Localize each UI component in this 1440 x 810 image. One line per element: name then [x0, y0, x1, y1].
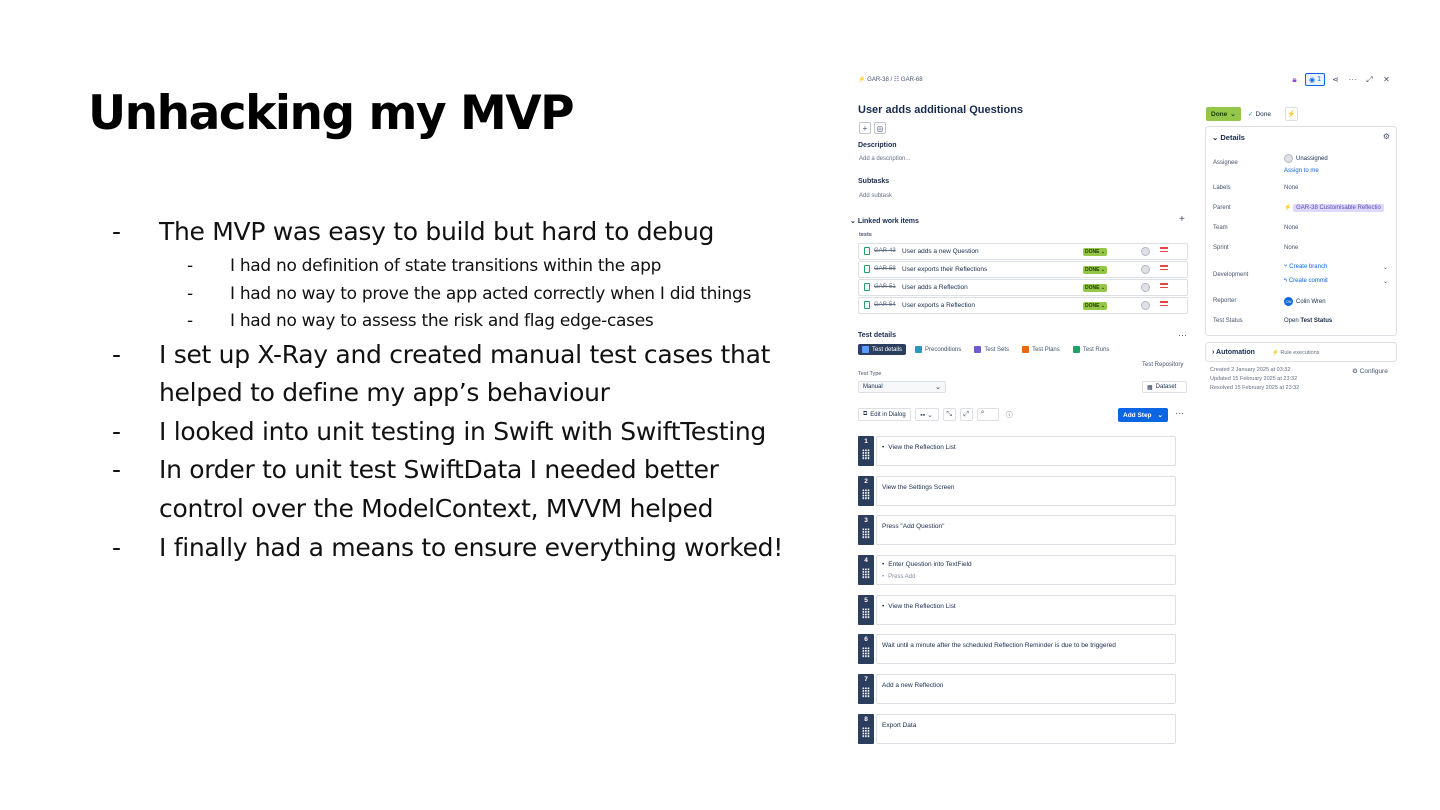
breadcrumb-separator: /: [890, 77, 893, 83]
bullet-dash: -: [112, 533, 122, 562]
team-label: Team: [1213, 225, 1228, 231]
automation-label: Automation: [1216, 349, 1255, 356]
status-badge[interactable]: DONE ⌄: [1085, 267, 1106, 273]
assignee-label: Assignee: [1213, 160, 1238, 166]
story-icon: [864, 283, 870, 291]
dataset-button[interactable]: [1142, 381, 1187, 393]
configure-label: Configure: [1359, 368, 1388, 375]
expand-icon[interactable]: ⤢: [960, 408, 973, 421]
reporter-label: Reporter: [1213, 298, 1237, 304]
bullet-text: helped to define my app’s behaviour: [159, 378, 610, 407]
avatar: [1141, 247, 1150, 256]
add-icon[interactable]: +: [859, 122, 871, 134]
gear-icon[interactable]: ⚙: [1382, 132, 1390, 141]
status-label: Done: [1211, 110, 1228, 118]
test-step[interactable]: [858, 595, 1176, 625]
slide-title: Unhacking my MVP: [88, 86, 574, 141]
test-step[interactable]: [858, 436, 1176, 466]
resolution: [1248, 110, 1271, 118]
preconditions-icon: [915, 346, 922, 353]
bullet-dash: -: [112, 417, 122, 446]
test-step[interactable]: [858, 515, 1176, 545]
drag-handle-icon[interactable]: [862, 647, 870, 658]
tab-test-runs[interactable]: [1069, 344, 1114, 355]
create-branch-label: Create branch: [1289, 264, 1328, 270]
status-text: DONE: [1085, 267, 1100, 273]
linked-item-summary[interactable]: User exports a Reflection: [902, 302, 975, 309]
breadcrumb: [858, 76, 923, 83]
tab-test-plans[interactable]: [1018, 344, 1064, 355]
updated-date: Updated 15 February 2025 at 23:32: [1210, 376, 1298, 382]
assignee-value[interactable]: [1284, 154, 1328, 163]
bullet-dash: -: [187, 284, 194, 304]
parent-value[interactable]: [1284, 204, 1384, 211]
issue-top-actions: [1288, 73, 1393, 86]
linked-item-key[interactable]: GAR-43: [874, 248, 896, 254]
details-label: Details: [1220, 133, 1245, 142]
chevron-down-icon[interactable]: ⌄: [1382, 265, 1388, 271]
apps-icon[interactable]: ◎: [874, 122, 886, 134]
rule-executions-label: Rule executions: [1280, 350, 1320, 356]
test-status-value[interactable]: [1284, 318, 1332, 324]
gear-icon: ⚙: [1352, 368, 1360, 375]
dataset-label: Dataset: [1155, 384, 1177, 390]
breadcrumb-parent[interactable]: GAR-38: [867, 77, 889, 83]
step-number: 5: [858, 595, 874, 625]
rule-executions: [1272, 350, 1320, 356]
watch-button[interactable]: [1305, 73, 1325, 86]
status-dropdown[interactable]: [1206, 107, 1241, 121]
collapse-icon[interactable]: ⤡: [943, 408, 956, 421]
step-action: • Enter Question into TextField: [882, 561, 972, 568]
step-number: 6: [858, 634, 874, 664]
bullet-dash: -: [187, 311, 194, 331]
development-label: Development: [1213, 272, 1249, 278]
reporter-name: Colin Wren: [1296, 299, 1326, 306]
resolved-date: Resolved 15 February 2025 at 23:32: [1210, 385, 1300, 391]
status-text: DONE: [1085, 249, 1100, 255]
epic-icon: ⚡: [858, 77, 866, 83]
table-icon: ▦: [1147, 384, 1153, 391]
linked-items-heading[interactable]: [850, 217, 919, 225]
step-action: Export Data: [882, 722, 917, 729]
created-date: Created 2 January 2025 at 03:32: [1210, 367, 1291, 373]
bolt-icon: ⚡: [1272, 350, 1281, 356]
step-action: • View the Reflection List: [882, 444, 956, 451]
more-icon[interactable]: ···: [1175, 408, 1184, 418]
subtasks-heading: Subtasks: [858, 178, 890, 185]
avatar: [1141, 265, 1150, 274]
linked-item-row[interactable]: [858, 243, 1188, 260]
step-sub-action: • Press Add: [882, 574, 915, 580]
test-details-icon: [862, 346, 869, 353]
drag-handle-icon[interactable]: [862, 608, 870, 619]
step-box[interactable]: [876, 674, 1176, 704]
details-heading[interactable]: [1212, 133, 1245, 142]
step-action: • View the Reflection List: [882, 603, 956, 610]
step-number: 8: [858, 714, 874, 744]
tab-test-sets[interactable]: [970, 344, 1013, 355]
step-action: View the Settings Screen: [882, 484, 955, 491]
step-box[interactable]: [876, 436, 1176, 466]
jira-issue-screenshot: ⚡ GAR-38 / ☷ GAR-68 🔒︎ ◉ 1 ⋖ ··· ⤢ ✕ User adds additional Questions + ◎ Description Add a description... Subtasks Add subtask ⌄ Linked work items + tests GAR-43 User adds a new Question DONE ⌄ GAR-58 User exports their Reflections DONE ⌄ GAR-51 User adds a Reflection DONE ⌄ GAR-54 User exports a Reflection DONE ⌄ Test details ··· Test details Preconditions Test Sets Test Plans Test Runs Test Repository Test Type Manual ⌄ ▦ Dataset ⧉ Edit in Dialog ▪▪ ⌄ ⤡ ⤢ ⌕ ⓘ Add Step ⌄ ··· 1 • View the Reflection List 2 View the Settings Screen 3 Press "Add Question" 4 • Enter Question into TextField • Press Add 5 • View the Reflection List 6 Wait until a minute after the scheduled Reflection Reminder is due to be triggered 7 Add a new Reflection 8 Export Data Done ⌄ ✓ Done ⚡ ⌄ Details ⚙ Assignee Unassigned Assign to me Labels None Parent ⚡ GAR-38 Customisable Reflectio Team None Sprint None Development ⑂ Create branch ⌄ ϟ Create commit ⌄ Reporter CW Colin Wren Test Status Open Test Status › Automation ⚡ Rule executions Created 2 January 2025 at 03:32 Updated 15 February 2025 at 23:32 Resolved 15 February 2025 at 23:32 ⚙ Configure: [848, 66, 1403, 756]
bullet-text: In order to unit test SwiftData I needed better: [159, 455, 719, 484]
automation-icon[interactable]: ⚡: [1285, 107, 1298, 121]
tab-label: Test Sets: [984, 346, 1010, 353]
test-status-prefix: Open: [1284, 318, 1299, 324]
search-icon[interactable]: ⌕: [977, 408, 999, 421]
test-type-select[interactable]: [858, 381, 946, 393]
test-runs-icon: [1073, 346, 1080, 353]
issue-toolbar: [859, 122, 886, 134]
tab-label: Test Runs: [1082, 346, 1110, 353]
test-step[interactable]: [858, 714, 1176, 744]
test-plans-icon: [1022, 346, 1029, 353]
create-commit-link[interactable]: [1284, 278, 1328, 284]
status-text: DONE: [1085, 285, 1100, 291]
linked-item-row[interactable]: [858, 297, 1188, 314]
branch-icon: ⑂: [1284, 264, 1290, 270]
step-number: 7: [858, 674, 874, 704]
drag-handle-icon[interactable]: [862, 727, 870, 738]
bullet-dash: -: [112, 217, 122, 246]
create-branch-link[interactable]: [1284, 264, 1327, 270]
test-step[interactable]: [858, 476, 1176, 506]
test-status-label: Test Status: [1213, 318, 1243, 324]
sprint-value[interactable]: None: [1284, 245, 1299, 251]
add-subtask-link[interactable]: Add subtask: [859, 193, 893, 199]
drag-handle-icon[interactable]: [862, 528, 870, 539]
drag-handle-icon[interactable]: [862, 568, 870, 579]
bullet-text: The MVP was easy to build but hard to debug: [159, 217, 715, 246]
edit-in-dialog-label: Edit in Dialog: [870, 411, 906, 418]
priority-medium-icon: [1160, 265, 1168, 273]
story-icon: [864, 247, 870, 255]
bullet-text: I had no way to assess the risk and flag edge-cases: [230, 311, 654, 331]
info-icon[interactable]: ⓘ: [1005, 411, 1013, 419]
commit-icon: ϟ: [1284, 278, 1289, 284]
step-action: Add a new Reflection: [882, 682, 944, 689]
priority-medium-icon: [1160, 283, 1168, 291]
status-badge[interactable]: DONE ⌄: [1085, 285, 1106, 291]
test-sets-icon: [974, 346, 981, 353]
labels-value[interactable]: None: [1284, 185, 1299, 191]
check-icon: ✓: [1248, 111, 1254, 118]
status-text: DONE: [1085, 303, 1100, 309]
linked-item-row[interactable]: [858, 261, 1188, 278]
parent-chip: GAR-38 Customisable Reflectio: [1293, 204, 1384, 212]
test-icon: ☷: [893, 77, 900, 83]
linked-item-summary[interactable]: User exports their Reflections: [902, 266, 988, 273]
test-details-heading: Test details: [858, 332, 896, 339]
assignee-name: Unassigned: [1296, 156, 1328, 163]
lock-icon[interactable]: 🔒︎: [1292, 74, 1297, 84]
linked-item-row[interactable]: [858, 279, 1188, 296]
step-box[interactable]: [876, 555, 1176, 585]
issue-title[interactable]: User adds additional Questions: [858, 104, 1024, 116]
drag-handle-icon[interactable]: [862, 489, 870, 500]
configure-button[interactable]: [1352, 367, 1395, 375]
status-badge[interactable]: DONE ⌄: [1085, 249, 1106, 255]
chevron-down-icon: ⌄: [1212, 133, 1221, 142]
watch-count: 1: [1317, 76, 1321, 83]
test-status-link: Test Status: [1300, 318, 1333, 324]
linked-items-label: Linked work items: [857, 218, 919, 225]
assign-to-me-link[interactable]: Assign to me: [1284, 168, 1319, 174]
linked-item-key[interactable]: GAR-51: [874, 284, 896, 290]
automation-heading: [1212, 349, 1255, 356]
chevron-right-icon: ›: [1212, 349, 1217, 356]
create-commit-label: Create commit: [1288, 278, 1328, 284]
linked-item-key[interactable]: GAR-58: [874, 266, 896, 272]
step-number: 1: [858, 436, 874, 466]
step-number: 2: [858, 476, 874, 506]
chevron-down-icon: ⌄: [935, 384, 941, 391]
step-number: 3: [858, 515, 874, 545]
bullet-text: I had no way to prove the app acted correctly when I did things: [230, 284, 752, 304]
view-toggle-button[interactable]: ▪▪ ⌄: [915, 408, 939, 421]
test-step[interactable]: [858, 634, 1176, 664]
story-icon: [864, 265, 870, 273]
resolution-label: Done: [1255, 111, 1271, 118]
priority-medium-icon: [1160, 247, 1168, 255]
test-step[interactable]: [858, 674, 1176, 704]
step-box[interactable]: [876, 595, 1176, 625]
step-box[interactable]: [876, 714, 1176, 744]
bullet-dash: -: [112, 455, 122, 484]
step-action: Press "Add Question": [882, 523, 945, 530]
step-box[interactable]: [876, 515, 1176, 545]
bullet-text: control over the ModelContext, MVVM helped: [159, 494, 714, 523]
test-repository-link[interactable]: Test Repository: [1142, 362, 1184, 368]
test-type-value: Manual: [863, 384, 883, 390]
story-icon: [864, 301, 870, 309]
bullet-text: I had no definition of state transitions within the app: [230, 256, 662, 276]
eye-icon: ◉: [1308, 76, 1316, 84]
step-box[interactable]: [876, 476, 1176, 506]
tab-test-details[interactable]: [858, 344, 906, 355]
details-panel: [1205, 126, 1397, 336]
linked-item-summary[interactable]: User adds a Reflection: [902, 284, 968, 291]
bullet-text: I set up X-Ray and created manual test cases that: [159, 340, 771, 369]
linked-item-key[interactable]: GAR-54: [874, 302, 896, 308]
breadcrumb-current[interactable]: GAR-68: [900, 77, 923, 83]
step-box[interactable]: [876, 634, 1176, 664]
tab-label: Test Plans: [1032, 346, 1060, 353]
sprint-label: Sprint: [1213, 245, 1229, 251]
drag-handle-icon[interactable]: [862, 449, 870, 460]
test-tabs: [858, 344, 1113, 355]
chevron-down-icon: ⌄: [850, 218, 858, 225]
tab-label: Test details: [872, 346, 903, 353]
share-icon[interactable]: ⋖: [1332, 75, 1339, 84]
team-value[interactable]: None: [1284, 225, 1299, 231]
automation-panel[interactable]: [1205, 342, 1397, 362]
description-input[interactable]: Add a description...: [859, 156, 911, 162]
tab-preconditions[interactable]: [911, 344, 965, 355]
avatar: [1284, 154, 1293, 163]
edit-in-dialog-button[interactable]: [858, 408, 911, 421]
bullet-text: I finally had a means to ensure everything worked!: [159, 533, 783, 562]
more-icon[interactable]: ···: [1348, 75, 1357, 84]
chevron-down-icon[interactable]: ⌄: [1382, 279, 1388, 285]
avatar: [1141, 283, 1150, 292]
avatar: [1141, 301, 1150, 310]
linked-item-summary[interactable]: User adds a new Question: [902, 248, 979, 255]
edit-icon: ⧉: [863, 411, 868, 417]
description-heading: Description: [858, 142, 897, 149]
expand-icon[interactable]: ⤢: [1366, 74, 1373, 84]
bullet-dash: -: [112, 340, 122, 369]
status-badge[interactable]: DONE ⌄: [1085, 303, 1106, 309]
epic-icon: ⚡: [1284, 205, 1294, 211]
steps-toolbar: [858, 408, 1016, 421]
step-number: 4: [858, 555, 874, 585]
labels-label: Labels: [1213, 185, 1231, 191]
test-type-label: Test Type: [858, 371, 882, 377]
step-action: Wait until a minute after the scheduled Reflection Reminder is due to be triggered: [882, 642, 1116, 649]
drag-handle-icon[interactable]: [862, 687, 870, 698]
add-step-button[interactable]: [1118, 408, 1168, 422]
parent-label: Parent: [1213, 205, 1231, 211]
add-step-label: Add Step: [1123, 411, 1152, 419]
close-icon[interactable]: ✕: [1383, 75, 1390, 84]
test-step[interactable]: [858, 555, 1176, 585]
bullet-text: I looked into unit testing in Swift with SwiftTesting: [159, 417, 766, 446]
tab-label: Preconditions: [925, 346, 962, 353]
more-icon[interactable]: ···: [1178, 330, 1187, 340]
reporter-avatar: CW: [1284, 297, 1293, 306]
reporter-value[interactable]: [1284, 297, 1326, 306]
chevron-down-icon: ⌄: [1157, 412, 1163, 419]
bullet-dash: -: [187, 256, 194, 276]
link-relation-label: tests: [859, 232, 872, 238]
chevron-down-icon: ⌄: [1230, 111, 1236, 118]
priority-medium-icon: [1160, 301, 1168, 309]
